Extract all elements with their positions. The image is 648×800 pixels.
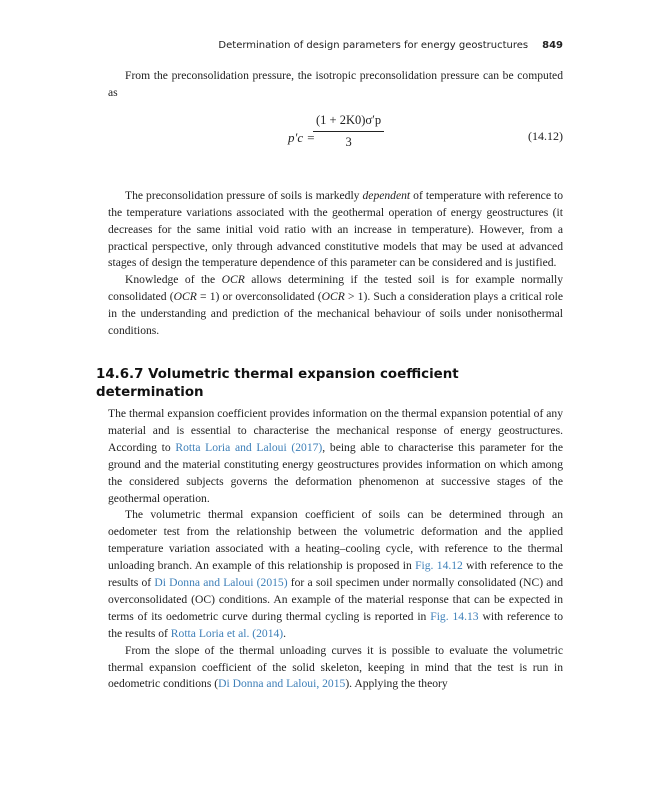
equation-lhs: p′c = bbox=[288, 129, 316, 145]
paragraph-slope bbox=[108, 643, 563, 694]
citation-link[interactable]: Rotta Loria and Laloui (2017) bbox=[175, 440, 323, 454]
running-header bbox=[100, 40, 563, 51]
intro-text: From the preconsolidation pressure, the isotropic preconsolidation pressure can be computed as bbox=[108, 69, 563, 99]
ocr-term: OCR bbox=[321, 290, 345, 304]
para2-text-c: = 1) or overconsolidated ( bbox=[196, 290, 322, 304]
para5-text-b: ). Applying the theory bbox=[345, 677, 448, 691]
paragraph-thermal-expansion bbox=[108, 406, 563, 507]
para3-text-b: , being able to characterise this parameter for the ground and the material constituting energy geostructures provides information on which among the considered subjects governs the deformation phenomenon at successive stages of the geothermal operation. bbox=[108, 440, 564, 505]
page-number: 849 bbox=[542, 40, 563, 51]
para5-text-a: From the slope of the thermal unloading curves it is possible to evaluate the volumetric thermal expansion coefficient of the solid skeleton, keeping in mind that the test is run in oedometric conditions ( bbox=[108, 643, 563, 691]
section-heading: 14.6.7 Volumetric thermal expansion coefficient determination bbox=[96, 366, 459, 400]
figure-link[interactable]: Fig. 14.13 bbox=[430, 609, 479, 623]
equation-fraction bbox=[313, 112, 384, 151]
ocr-term: OCR bbox=[221, 273, 245, 287]
citation-link[interactable]: Di Donna and Laloui, 2015 bbox=[218, 677, 346, 691]
equation-14-12 bbox=[108, 110, 563, 168]
para4-text-d: with reference to the results of bbox=[108, 609, 564, 640]
para2-text-a: Knowledge of the bbox=[125, 273, 222, 287]
para4-text-a: The volumetric thermal expansion coefficient of soils can be determined through an oedometer test from the relationship between the volumetric deformation and the applied temperature variation associated with a heating–cooling cycle, with reference to the thermal unloading branch. An example of this relationship is proposed in bbox=[108, 508, 563, 573]
equation-numerator: (1 + 2K0)σ′p bbox=[313, 112, 384, 132]
equation-number: (14.12) bbox=[528, 128, 563, 143]
citation-link[interactable]: Di Donna and Laloui (2015) bbox=[154, 576, 288, 590]
intro-paragraph bbox=[108, 68, 563, 102]
para1-text-a: The preconsolidation pressure of soils is markedly bbox=[125, 188, 363, 202]
paragraph-ocr bbox=[108, 272, 563, 340]
para4-text-c: for a soil specimen under normally consolidated (NC) and overconsolidated (OC) conditions. An example of the material response that can be expected in terms of its oedometric curve during thermal cycling is reported in bbox=[108, 576, 564, 623]
page-body bbox=[96, 68, 564, 693]
citation-link[interactable]: Rotta Loria et al. (2014) bbox=[170, 626, 284, 640]
running-title: Determination of design parameters for energy geostructures bbox=[218, 40, 529, 51]
para1-text-b: of temperature with reference to the temperature variations associated with the geothermal operation of energy geostructures (it decreases for the same initial void ratio with an increase in temperature). However, from a practical perspective, only through advanced constitutive models that may be used at advanced stages of design the temperature dependence of this parameter can be considered and is justified. bbox=[108, 188, 564, 270]
para2-text-b: allows determining if the tested soil is for example normally consolidated ( bbox=[108, 273, 563, 304]
paragraph-oedometer bbox=[108, 507, 563, 642]
equation-denominator: 3 bbox=[345, 134, 352, 149]
para4-text-e: . bbox=[283, 626, 287, 640]
para2-text-d: > 1). Such a consideration plays a critical role in the understanding and prediction of the mechanical behaviour of soils under nonisothermal conditions. bbox=[108, 290, 564, 338]
para3-text-a: The thermal expansion coefficient provides information on the thermal expansion potential of any material and is essential to characterise the mechanical response of energy geostructures. According to bbox=[108, 406, 563, 454]
para4-text-b: with reference to the results of bbox=[108, 559, 563, 590]
figure-link[interactable]: Fig. 14.12 bbox=[415, 559, 463, 573]
ocr-term: OCR bbox=[173, 290, 197, 304]
para1-emphasis: dependent bbox=[362, 188, 411, 202]
paragraph-preconsolidation bbox=[108, 188, 563, 273]
